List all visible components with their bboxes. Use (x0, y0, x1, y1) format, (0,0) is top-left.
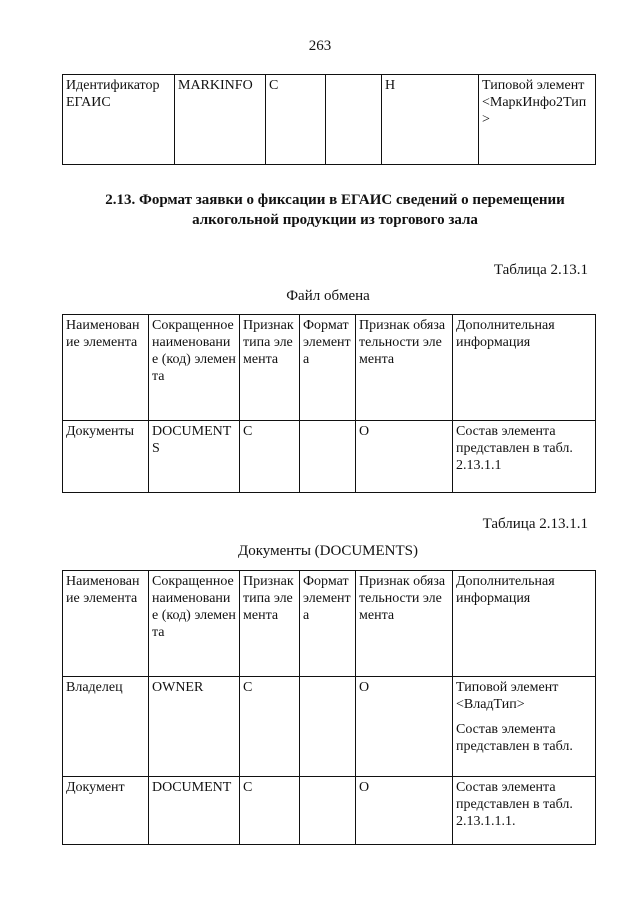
table-cell: С (240, 677, 300, 777)
column-header: Формат элемента (300, 315, 356, 421)
cell-paragraph: Состав элемента представлен в табл. (456, 722, 573, 754)
table-cell: Н (382, 75, 479, 165)
table-cell: Состав элемента представлен в табл. 2.13.1.1.1. (453, 777, 596, 845)
table-cell: Состав элемента представлен в табл. 2.13.1.1 (453, 421, 596, 493)
cell-paragraph: Типовой элемент <ВладТип> (456, 680, 559, 712)
table-cell: С (240, 777, 300, 845)
table-cell: О (356, 421, 453, 493)
column-header: Наименование элемента (63, 315, 149, 421)
table-cell: Типовой элемент <МаркИнфо2Тип> (479, 75, 596, 165)
table-cell: DOCUMENTS (149, 421, 240, 493)
column-header: Дополнительная информация (453, 315, 596, 421)
table-cell: Документы (63, 421, 149, 493)
column-header: Наименование элемента (63, 571, 149, 677)
table-cell: С (240, 421, 300, 493)
table-number: Таблица 2.13.1.1 (482, 516, 588, 532)
table-cell (300, 677, 356, 777)
table-cell: О (356, 777, 453, 845)
table-cell (300, 421, 356, 493)
table-cell: DOCUMENT (149, 777, 240, 845)
table-cell: Идентификатор ЕГАИС (63, 75, 175, 165)
table-row (63, 75, 596, 165)
column-header: Дополнительная информация (453, 571, 596, 677)
table-cell: MARKINFO (175, 75, 266, 165)
table-number: Таблица 2.13.1 (493, 262, 588, 278)
table-row (63, 677, 596, 777)
table-cell: О (356, 677, 453, 777)
table-header-row (63, 315, 596, 421)
table-row (63, 421, 596, 493)
table-cell: OWNER (149, 677, 240, 777)
column-header: Признак типа элемента (240, 571, 300, 677)
exchange-file-table (62, 314, 596, 493)
table-cell: Документ (63, 777, 149, 845)
table-header-row (63, 571, 596, 677)
documents-table (62, 570, 596, 845)
column-header: Формат элемента (300, 571, 356, 677)
table-title: Документы (DOCUMENTS) (238, 543, 418, 559)
table-cell (453, 677, 596, 777)
table-cell: С (266, 75, 326, 165)
column-header: Признак обязательности элемента (356, 571, 453, 677)
page-number: 263 (308, 38, 332, 54)
top-table (62, 74, 596, 165)
table-cell (326, 75, 382, 165)
column-header: Сокращенное наименование (код) элемента (149, 571, 240, 677)
table-row (63, 777, 596, 845)
section-heading: 2.13. Формат заявки о фиксации в ЕГАИС сведений о перемещении алкогольной продукции из торгового зала (105, 192, 565, 228)
table-cell: Владелец (63, 677, 149, 777)
column-header: Признак обязательности элемента (356, 315, 453, 421)
column-header: Сокращенное наименование (код) элемента (149, 315, 240, 421)
table-title: Файл обмена (286, 288, 370, 304)
table-cell (300, 777, 356, 845)
column-header: Признак типа элемента (240, 315, 300, 421)
